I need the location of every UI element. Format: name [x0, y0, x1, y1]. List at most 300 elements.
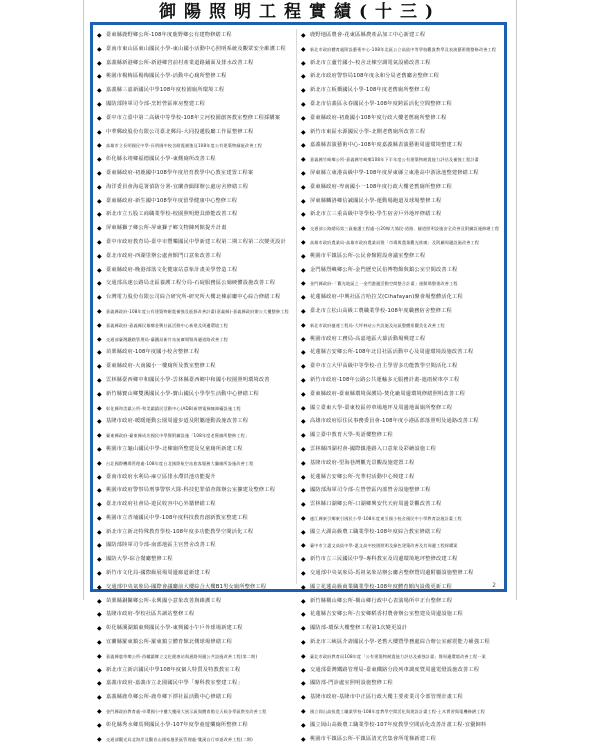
project-name: 花蓮縣政府-中興社區吉哈拉艾(Cihafayan)聚會場整體活化工程: [310, 294, 463, 301]
project-list-item: [97, 333, 297, 347]
project-list-item: [97, 388, 297, 402]
project-list-item: [301, 636, 501, 650]
project-name: 臺中市立大甲高級中等學校-自主學習多功能教學空間活化工程: [310, 363, 458, 370]
project-list-item: [97, 139, 297, 153]
project-name: 臺東縣政府-初鹿國小108年度行政大樓老舊廁所整修工程: [310, 114, 447, 121]
diamond-bullet-icon: ◆: [301, 735, 306, 743]
project-name: 花蓮縣吉安鄉公所-108年北昌社區活動中心及周邊環境設施改善工程: [310, 349, 474, 356]
diamond-bullet-icon: ◆: [301, 114, 306, 122]
diamond-bullet-icon: ◆: [97, 694, 102, 702]
project-name: 臺北市政府社會局-遊民收容中心外牆修繕工程: [106, 501, 216, 508]
diamond-bullet-icon: ◆: [301, 459, 306, 467]
diamond-bullet-icon: ◆: [97, 735, 102, 743]
project-list-item: [301, 264, 501, 278]
diamond-bullet-icon: ◆: [97, 639, 102, 647]
project-name: 國立岡山高級農工職業學校-107年度教學空間活化改善計畫工程-宜優飼料: [310, 721, 487, 728]
project-name: 嘉義縣政府-108年度公有建築物耐震補強及能源改善計畫(嘉義縣)-嘉義縣政府辦公大樓整修工程: [106, 308, 289, 314]
project-list-item: [301, 650, 501, 664]
project-list-item: [97, 622, 297, 636]
project-list-item: [97, 733, 297, 746]
project-list-item: [301, 581, 501, 595]
project-name: 臺東縣政府-大南國小一樓廁所及教室整修工程: [106, 363, 216, 370]
project-list-item: [301, 139, 501, 153]
project-name: 新竹市政府-108年公路公共運輸多元服務計畫-遮雨候車亭工程: [310, 376, 460, 383]
project-list-item: [97, 43, 297, 57]
project-list-item: [301, 498, 501, 512]
diamond-bullet-icon: ◆: [97, 432, 102, 440]
project-name: 桃園市立龜山國民中學-北棟廁所整建及兒童廁所新建工程: [106, 445, 243, 452]
diamond-bullet-icon: ◆: [301, 597, 306, 605]
project-name: 苗栗縣政府-108年度國小校舍整修工程: [106, 349, 200, 356]
diamond-bullet-icon: ◆: [301, 73, 306, 81]
project-name: 國防大學-綜合餐廳整修工程: [106, 556, 173, 563]
project-list-item: [97, 691, 297, 705]
diamond-bullet-icon: ◆: [97, 335, 102, 343]
project-name: 臺北市政府教育局108年度「公有建築物耐震能力評估及補強計畫」暨周邊環境改善工程一案: [310, 653, 486, 659]
diamond-bullet-icon: ◆: [301, 418, 306, 426]
project-name: 新竹市東區水源國民小學-北側老舊廁所改善工程: [310, 128, 426, 135]
project-list-item: [301, 153, 501, 167]
project-name: 臺南市政府水利局-麻豆區排水滯洪池功能提升: [106, 473, 216, 480]
diamond-bullet-icon: ◆: [301, 528, 306, 536]
diamond-bullet-icon: ◆: [301, 501, 306, 509]
diamond-bullet-icon: ◆: [301, 335, 306, 343]
project-name: 基隆市政府-望海巷灣觀光景觀設施建置工程: [310, 459, 415, 466]
diamond-bullet-icon: ◆: [301, 611, 306, 619]
project-list-item: [301, 222, 501, 236]
diamond-bullet-icon: ◆: [97, 418, 102, 426]
diamond-bullet-icon: ◆: [301, 639, 306, 647]
diamond-bullet-icon: ◆: [301, 183, 306, 191]
project-name: 交通部中央氣象局-馬祖氣象站辦公廳舍整修暨周邊附屬設施整修工程: [310, 570, 474, 577]
project-list-item: [97, 705, 297, 719]
project-list-item: [97, 29, 297, 43]
diamond-bullet-icon: ◆: [301, 294, 306, 302]
project-list-item: [301, 305, 501, 319]
project-list-item: [301, 539, 501, 553]
diamond-bullet-icon: ◆: [97, 183, 102, 191]
project-list-item: [301, 181, 501, 195]
diamond-bullet-icon: ◆: [301, 156, 306, 164]
diamond-bullet-icon: ◆: [97, 73, 102, 81]
diamond-bullet-icon: ◆: [97, 459, 102, 467]
diamond-bullet-icon: ◆: [97, 363, 102, 371]
project-name: 國防部海軍司令部-左營營區內部營舍設施整修工程: [310, 487, 431, 494]
project-name: 桃園市楊梅區楊梅國民小學-活動中心廁所整修工程: [106, 73, 227, 80]
project-list-item: [97, 636, 297, 650]
project-list-item: [97, 319, 297, 333]
diamond-bullet-icon: ◆: [301, 556, 306, 564]
diamond-bullet-icon: ◆: [97, 114, 102, 122]
project-list-item: [97, 346, 297, 360]
project-list-item: [301, 512, 501, 526]
diamond-bullet-icon: ◆: [97, 32, 102, 39]
project-name: 金門縣烈嶼鄉公所-金門歷史民俗博物館與鎮公室空間改善工程: [310, 266, 458, 273]
project-name: 彰化縣秀水鄉馬興國民小學-107年度學童遊樂廁所整修工程: [106, 721, 248, 728]
project-name: 臺東縣政府-臺東縣環境保護局-焚化廠周邊環境修繕照明改善工程: [310, 390, 465, 397]
project-name: 中華郵政股份有限公司臺北郵局-大同投遞股廳工作區整修工程: [106, 128, 254, 135]
project-name: 屏東縣麟洛鄉信誠國民小學-運動場跑道及球場整修工程: [310, 197, 442, 204]
diamond-bullet-icon: ◆: [97, 252, 102, 260]
project-name: 金門縣政府教育處-卓環國小中樓大樓兩大展示區與體育館全天候各學區教室改善工程: [106, 709, 267, 715]
project-name: 交通部臺灣鐵路管理局-臺東鐵路分段列車調度暨周邊電燈設施改善工程: [310, 666, 480, 673]
diamond-bullet-icon: ◆: [301, 445, 306, 453]
project-list-item: [301, 112, 501, 126]
project-list-item: [97, 291, 297, 305]
project-list-item: [301, 388, 501, 402]
diamond-bullet-icon: ◆: [301, 142, 306, 150]
project-name: 高雄市立長明國民中學-長明國中校舍耐震補強及108年度公有建築物綠能改善工程: [106, 143, 263, 149]
diamond-bullet-icon: ◆: [97, 307, 102, 315]
project-name: 嘉義市政府-嘉義市立北園國民中學「專科教室整建工程」: [106, 680, 243, 687]
project-list-item: [301, 719, 501, 733]
diamond-bullet-icon: ◆: [97, 611, 102, 619]
project-name: 交通部公路總局第三區養護工程處-台20線大埔段-道路、隧道照明設施安全改善及附屬設施修繕工程: [310, 226, 500, 232]
project-name: 臺中市政府教育局-臺中市豐樂國民中學新建工程第二期工程第二次變更設計: [106, 238, 286, 245]
diamond-bullet-icon: ◆: [301, 404, 306, 412]
diamond-bullet-icon: ◆: [97, 280, 102, 288]
project-name: 國防部-門診處室照明設施整修工程: [310, 680, 393, 687]
diamond-bullet-icon: ◆: [97, 487, 102, 495]
project-name: 嘉義縣竹崎鄉公所-嘉義縣竹崎鄉108年下半年度公有建築物耐震能力評估及補強工程計畫: [310, 157, 479, 163]
project-list-item: [301, 677, 501, 691]
project-name: 新北市政府警察局108年度永和分局老舊廳舍整修工程: [310, 73, 440, 80]
project-list-item: [97, 484, 297, 498]
project-list-item: [97, 277, 297, 291]
diamond-bullet-icon: ◆: [301, 211, 306, 219]
diamond-bullet-icon: ◆: [97, 197, 102, 205]
project-list-item: [301, 443, 501, 457]
project-name: 嘉義縣新港鄉公所-新港鄉宮前村產業道路鋪面及排水改善工程: [106, 59, 254, 66]
project-list-item: [97, 264, 297, 278]
project-list-item: [97, 57, 297, 71]
project-name: 彰化縣永靖鄉福德國民小學-東側廁所改善工程: [106, 156, 216, 163]
project-list-item: [301, 402, 501, 416]
diamond-bullet-icon: ◆: [97, 570, 102, 578]
diamond-bullet-icon: ◆: [301, 169, 306, 177]
project-list-item: [97, 553, 297, 567]
project-name: 花蓮縣吉安鄉公所-吉安鄉稻香村農會辦公室整建及周邊設施工程: [310, 611, 463, 618]
project-name: 新竹市立三民國民中學-專科教室及周邊環境地坪整修改建工程: [310, 556, 458, 563]
project-name: 桃園市平鎮區公所-平鎮區清光宮集會所電梯新建工程: [310, 735, 436, 742]
diamond-bullet-icon: ◆: [301, 363, 306, 371]
project-name: 桃園市政府警察局刑事警察大隊-科技犯罪偵查隊辦公室擴建及整修工程: [106, 487, 276, 494]
diamond-bullet-icon: ◆: [301, 542, 306, 550]
diamond-bullet-icon: ◆: [97, 404, 102, 412]
project-list-item: [97, 374, 297, 388]
project-list-item: [97, 222, 297, 236]
project-name: 臺東縣政府-新生國中108學年度留學健康中心整修工程: [106, 197, 238, 204]
project-name: 臺北市信義區永春國民小學-108年度跨區活化空間整修工程: [310, 100, 452, 107]
project-name: 國防部陸軍司令部-烹飪營區庫房整建工程: [106, 100, 206, 107]
project-name: 嘉義縣表演藝術中心-108年度嘉義縣表演藝術周邊環境整建工程: [310, 142, 463, 149]
project-list-item: [301, 691, 501, 705]
project-list-item: [301, 29, 501, 43]
project-list-item: [97, 443, 297, 457]
diamond-bullet-icon: ◆: [301, 307, 306, 315]
project-list-item: [97, 112, 297, 126]
diamond-bullet-icon: ◆: [97, 445, 102, 453]
project-list-item: [301, 608, 501, 622]
project-list-item: [301, 471, 501, 485]
diamond-bullet-icon: ◆: [97, 59, 102, 67]
project-list-item: [301, 126, 501, 140]
project-name: 苗栗縣銅鑼鄉公所-永興國小意象改善與維護工程: [106, 597, 222, 604]
project-list-item: [97, 719, 297, 733]
diamond-bullet-icon: ◆: [97, 87, 102, 95]
diamond-bullet-icon: ◆: [97, 211, 102, 219]
project-name: 臺東縣鹿野鄉公所-108年度鹿野鄉公有建物修繕工程: [106, 32, 232, 38]
project-list-item: [301, 236, 501, 250]
diamond-bullet-icon: ◆: [97, 473, 102, 481]
diamond-bullet-icon: ◆: [301, 252, 306, 260]
project-name: 臺北市政府-西湖里辦公處會館門口意象改善工程: [106, 252, 222, 259]
project-list-frame: [90, 22, 507, 743]
project-name: 基隆市政府-基隆市中正區行政大樓主要產業司令部管理計畫工程: [310, 694, 463, 701]
project-list-item: [301, 291, 501, 305]
diamond-bullet-icon: ◆: [301, 652, 306, 660]
project-list-item: [301, 57, 501, 71]
project-list-item: [97, 70, 297, 84]
project-list-item: [97, 526, 297, 540]
diamond-bullet-icon: ◆: [301, 266, 306, 274]
project-name: 桃園市平鎮區公所-公民會館附設會議室整修工程: [310, 252, 426, 259]
project-list-item: [97, 195, 297, 209]
page-edge-left: [83, 0, 84, 600]
diamond-bullet-icon: ◆: [301, 487, 306, 495]
diamond-bullet-icon: ◆: [97, 583, 102, 591]
diamond-bullet-icon: ◆: [301, 128, 306, 136]
project-name: 嘉義縣鹿草鄉公所-西螺鎮鄉立文化健康站與通路周邊公共設施改善工程(第二期): [106, 653, 258, 659]
diamond-bullet-icon: ◆: [97, 501, 102, 509]
diamond-bullet-icon: ◆: [97, 376, 102, 384]
project-name: 雲林縣口湖鄉公所-口湖鄉興安代天府周邊景觀改善工程: [310, 501, 442, 508]
project-list-item: [301, 319, 501, 333]
project-name: 花蓮縣吉安鄉公所-光華村活動中心興建工程: [310, 473, 415, 480]
diamond-bullet-icon: ◆: [301, 87, 306, 95]
project-list-item: [97, 250, 297, 264]
project-name: 桃園市政府工務局-高嘉地區大幕活動場興建工程: [310, 335, 426, 342]
project-name: 高雄市政府農業局-高雄市政府農業局暨「市場與農業觀光推廣」及附屬周邊設施改善工程: [310, 239, 480, 245]
diamond-bullet-icon: ◆: [301, 321, 306, 329]
diamond-bullet-icon: ◆: [301, 514, 306, 522]
project-name: 臺中市立惠文高級中學-惠文高中校園照明及綠色建築改善及其周邊工程採購案: [310, 543, 458, 549]
project-list-item: [97, 236, 297, 250]
project-list-item: [97, 650, 297, 664]
diamond-bullet-icon: ◆: [301, 238, 306, 246]
diamond-bullet-icon: ◆: [97, 100, 102, 108]
diamond-bullet-icon: ◆: [97, 266, 102, 274]
diamond-bullet-icon: ◆: [97, 294, 102, 302]
project-list-item: [301, 195, 501, 209]
project-name: 新北市三峽區介壽國民小學-老舊大樓暨學務處綜合辦公室耐震能力補強工程: [310, 639, 490, 646]
project-name: 新北市立五股工商職業學校-校園照明燈具節能改善工程: [106, 211, 238, 218]
diamond-bullet-icon: ◆: [97, 680, 102, 688]
diamond-bullet-icon: ◆: [97, 142, 102, 150]
project-list-item: [97, 539, 297, 553]
diamond-bullet-icon: ◆: [301, 666, 306, 674]
project-name: 臺中市立臺中第二高級中等學校-108年立河校園創客教室整修工程採購案: [106, 114, 281, 121]
project-list-item: [301, 553, 501, 567]
project-list-item: [97, 181, 297, 195]
project-name: 屏東縣獅子鄉公所-屏東獅子鄉文物陳列館提升計畫: [106, 225, 227, 232]
project-list-item: [97, 608, 297, 622]
diamond-bullet-icon: ◆: [97, 45, 102, 53]
project-list-item: [97, 471, 297, 485]
project-list-item: [97, 581, 297, 595]
page-number: 2: [492, 582, 496, 589]
diamond-bullet-icon: ◆: [97, 128, 102, 136]
project-list-item: [97, 167, 297, 181]
diamond-bullet-icon: ◆: [301, 100, 306, 108]
diamond-bullet-icon: ◆: [97, 156, 102, 164]
project-list-item: [301, 70, 501, 84]
project-name: 雲林縣四湖村會-國際鎮港路入口意象及彩繪設施工程: [310, 445, 436, 452]
project-list-item: [301, 429, 501, 443]
project-name: 交通部臺灣鐵路管理局-臺鐵局新竹站前廣場暨周邊道路改善工程: [106, 336, 228, 342]
project-list-item: [301, 374, 501, 388]
diamond-bullet-icon: ◆: [97, 169, 102, 177]
project-list-item: [301, 346, 501, 360]
diamond-bullet-icon: ◆: [97, 321, 102, 329]
project-name: 基隆市政府-學校社區共讀站整修工程: [106, 611, 195, 618]
project-list-item: [97, 360, 297, 374]
project-name: 臺東縣政府-初鹿國中108學年度培育教學中心教室建置工程案: [106, 169, 254, 176]
project-name: 屏東縣立東港高級中學-108年度屏東縣立東港高中游泳池整建修繕工程: [310, 169, 479, 176]
project-list-item: [97, 126, 297, 140]
diamond-bullet-icon: ◆: [97, 652, 102, 660]
project-list-item: [301, 167, 501, 181]
project-list-item: [97, 402, 297, 416]
diamond-bullet-icon: ◆: [301, 349, 306, 357]
project-name: 彰化縣溪湖鎮東興國民小學-東興國小午戶外球場新建工程: [106, 625, 243, 632]
project-name: 交通部高速公路局北區養護工程分局-石碇服務區公廁硬體設施改善工程: [106, 280, 276, 287]
project-list-item: [97, 567, 297, 581]
right-project-column: [301, 29, 501, 746]
project-name: 彰化縣和美鎮公所-和美鎮鎮民活動中心(ADB)新增電梯無障礙設施工程: [106, 405, 241, 411]
project-list-item: [97, 677, 297, 691]
project-list-item: [97, 98, 297, 112]
diamond-bullet-icon: ◆: [97, 528, 102, 536]
project-list-item: [301, 705, 501, 719]
project-name: 新北市立板橋國民小學-108年度老舊廁所整修工程: [310, 87, 431, 94]
diamond-bullet-icon: ◆: [301, 721, 306, 729]
diamond-bullet-icon: ◆: [301, 390, 306, 398]
project-list-item: [301, 277, 501, 291]
project-list-item: [97, 84, 297, 98]
project-list-item: [97, 664, 297, 678]
project-name: 臺北市立松山高級工農職業學校-108年度職務宿舍整修工程: [310, 307, 452, 314]
diamond-bullet-icon: ◆: [97, 390, 102, 398]
project-name: 嘉義縣鹿草鄉公所-鹿草鄉下潭社區活動中心修繕工程: [106, 694, 232, 701]
page-title: 御陽照明工程實績(十三): [158, 2, 442, 22]
project-list-item: [97, 595, 297, 609]
project-list-item: [97, 415, 297, 429]
project-list-item: [97, 512, 297, 526]
project-name: 海洋委員會海巡署偵防分署-宜蘭查緝隊辦公處房舍修繕工程: [106, 183, 249, 190]
diamond-bullet-icon: ◆: [301, 570, 306, 578]
diamond-bullet-icon: ◆: [97, 349, 102, 357]
project-name: 新竹市文化局-國際級展場周邊廊道新建工程: [106, 570, 211, 577]
project-list-item: [301, 415, 501, 429]
project-list-item: [301, 733, 501, 746]
project-list-item: [301, 98, 501, 112]
project-name: 基隆市政府-暖暖運動公園周邊步道及附屬運動設施改善工程: [106, 418, 249, 425]
project-name: 臺東縣政府-晚港部落文化健康站意象計畫美學營造工程: [106, 266, 238, 273]
project-list-item: [301, 84, 501, 98]
project-name: 新北市政府體育處附設藝術中心-108年北區公立高級中等學校觀賞教學及表演藝術館整修改善工程: [310, 46, 497, 52]
project-name: 台北國際機場管理處-108年度台北國際航空站旅客服務大廳廁所設施改善工程: [106, 460, 254, 466]
diamond-bullet-icon: ◆: [97, 625, 102, 633]
project-name: 國立大湖高級農工職業學校-108年度綜合教室修繕工程: [310, 528, 442, 535]
project-name: 台灣電力股份有限公司綜合研究所-研究所大樓北棟前廳中心綜合修繕工程: [106, 294, 281, 301]
diamond-bullet-icon: ◆: [301, 680, 306, 688]
project-name: 金門縣政府-「觀光地區之一金門港邊活動空間整合計畫」運動場整建改善工程: [310, 281, 458, 287]
diamond-bullet-icon: ◆: [301, 473, 306, 481]
project-name: 桃園市立青埔國民中學-108年度科技教育創新教室整建工程: [106, 514, 248, 521]
diamond-bullet-icon: ◆: [97, 238, 102, 246]
project-list-item: [97, 498, 297, 512]
diamond-bullet-icon: ◆: [301, 32, 306, 39]
diamond-bullet-icon: ◆: [301, 694, 306, 702]
diamond-bullet-icon: ◆: [301, 625, 306, 633]
diamond-bullet-icon: ◆: [301, 280, 306, 288]
project-name: 新北市政府捷運工程局-大坪林站公共設施及站區整體景觀美化改善工程: [310, 322, 445, 328]
project-list-item: [301, 595, 501, 609]
project-list-item: [301, 622, 501, 636]
column-divider: [296, 29, 297, 584]
project-list-item: [97, 305, 297, 319]
diamond-bullet-icon: ◆: [97, 666, 102, 674]
diamond-bullet-icon: ◆: [301, 225, 306, 233]
diamond-bullet-icon: ◆: [97, 225, 102, 233]
page-edge-right: [516, 0, 517, 600]
diamond-bullet-icon: ◆: [301, 583, 306, 591]
project-name: 新北市立新北特殊教育學校-108年度多功能教學空間活化工程: [106, 528, 254, 535]
project-name: 新北市立新店國民中學108年度個人特質及特教教室工程: [106, 666, 241, 673]
project-name: 新竹縣寶山鄉雙溪國民小學-寶山國民小學學生活動中心修繕工程: [106, 390, 259, 397]
project-list-item: [301, 567, 501, 581]
project-name: 嘉義縣三嘉新國民中學108年度校園廁所環境工程: [106, 87, 225, 94]
project-name: 臺南市東山區東山國民小學-東山國小活動中心照明系統及觀眾安全維護工程: [106, 45, 286, 52]
diamond-bullet-icon: ◆: [301, 45, 306, 53]
diamond-bullet-icon: ◆: [97, 514, 102, 522]
project-list-item: [301, 484, 501, 498]
project-list-item: [301, 250, 501, 264]
project-name: 國防部-環保大樓整修工程第1次變更設計: [310, 625, 408, 632]
project-name: 交通部觀光局北海岸及觀音山國家風景區管理處-雙溪自行車道改善工程(二期): [106, 736, 253, 742]
project-list-item: [301, 457, 501, 471]
diamond-bullet-icon: ◆: [301, 432, 306, 440]
project-name: 雲林縣臺西鄉中和國民小學-雲林縣臺西鄉中和國小校園照明環境改善: [106, 376, 270, 383]
project-list-item: [301, 664, 501, 678]
left-project-column: [97, 29, 297, 746]
project-list-item: [97, 208, 297, 222]
project-name: 國立臺東大學-臺東校區停車場地坪及周邊地面廁所整修工程: [310, 404, 453, 411]
project-name: 國防部陸軍司令部-南部地區主官營舍改善工程: [106, 542, 216, 549]
project-name: 臺東縣政府-臺東縣成功國民中學暨附屬設施「108年度老舊廁所整修工程」: [106, 433, 250, 439]
project-list-item: [301, 208, 501, 222]
project-name: 新竹縣橫山鄉公所-橫山鄉行政中心表演場所中正台整修工程: [310, 597, 453, 604]
project-name: 臺東縣政府-卑南國小一108年度行政大樓老舊廁所整修工程: [310, 183, 452, 190]
project-name: 連江縣東引鄉東引國民小學-108年度東引國小校舍國民中小學教育設施計畫工程: [310, 515, 462, 521]
project-list-item: [301, 43, 501, 57]
project-list-item: [301, 360, 501, 374]
project-name: 鹿野地區農會-花東區縣農產品加工中心新建工程: [310, 32, 426, 38]
project-name: 嘉義縣政府-嘉義縣民雄鄉金興社區活動中心新建及周邊環境工程: [106, 322, 228, 328]
project-list-item: [97, 429, 297, 443]
diamond-bullet-icon: ◆: [97, 708, 102, 716]
